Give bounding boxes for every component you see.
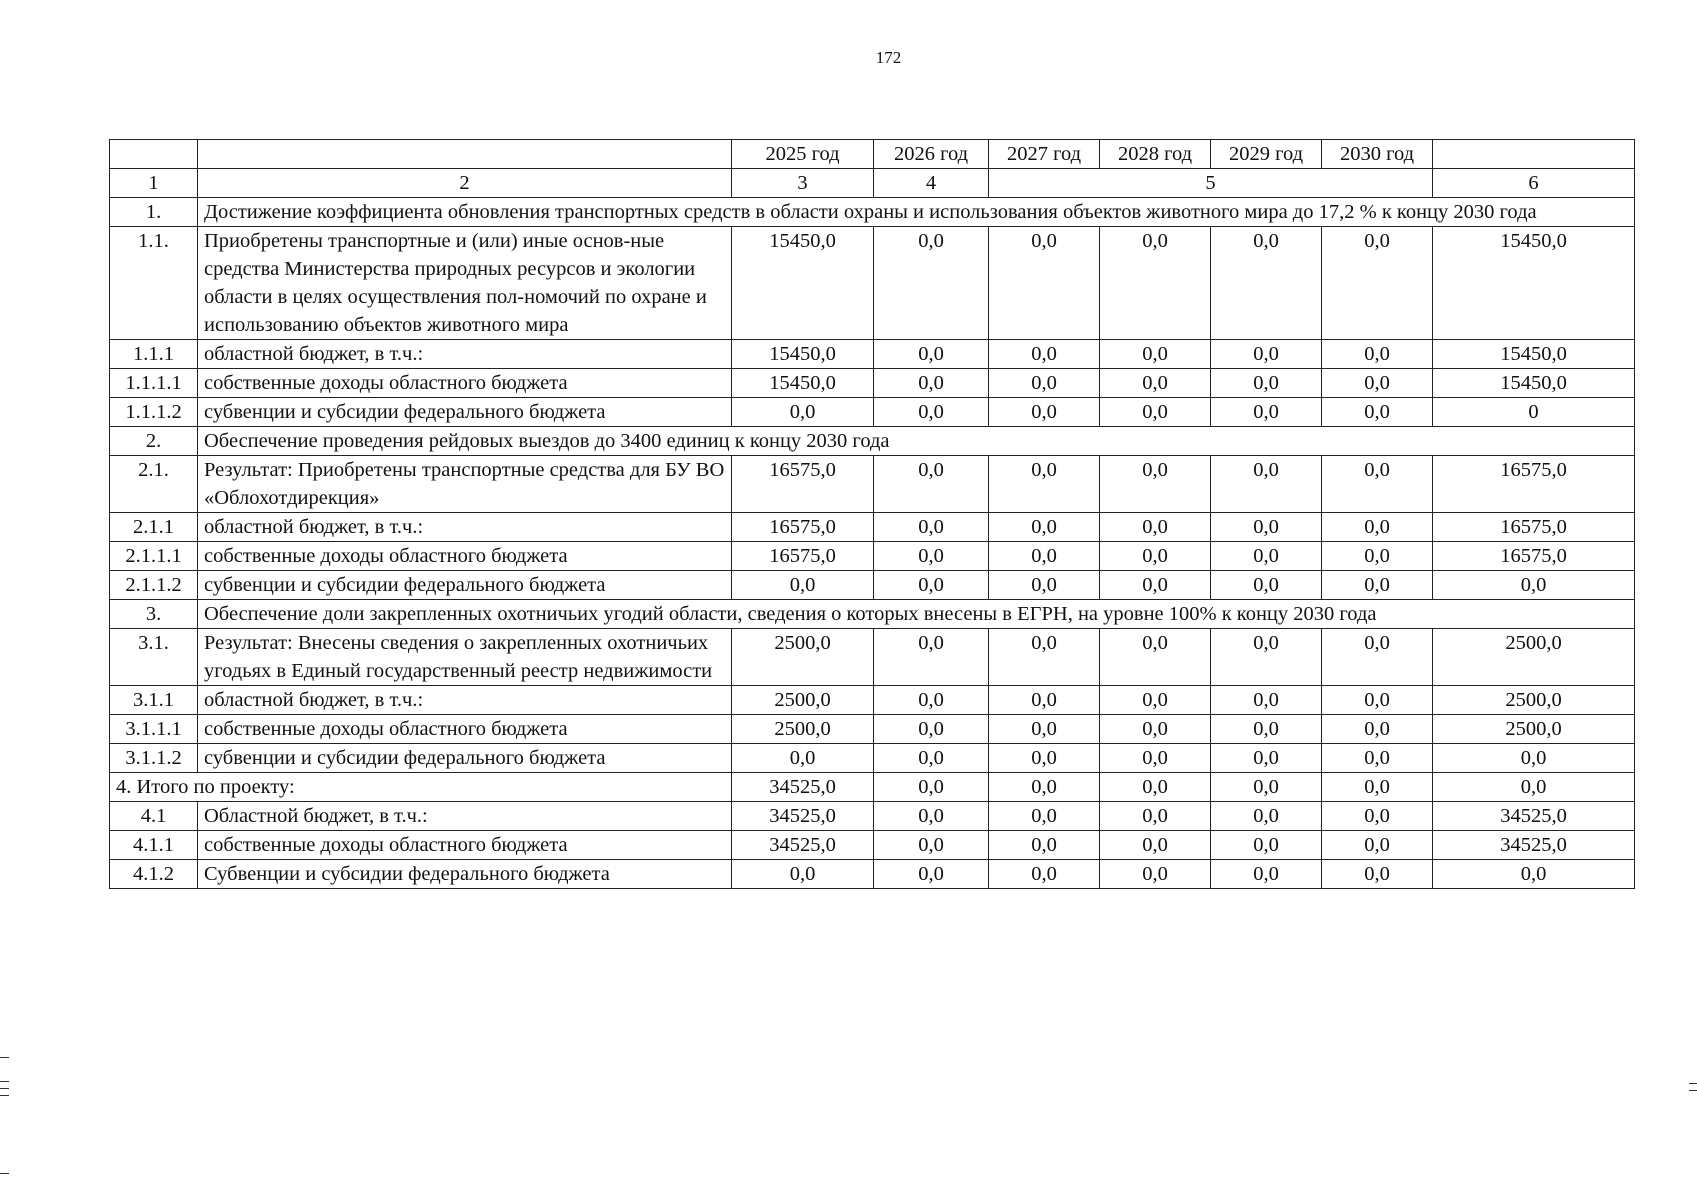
table-row <box>110 831 1635 860</box>
table-row <box>110 369 1635 398</box>
year-value-cell: 0,0 <box>874 340 989 369</box>
table-row <box>110 571 1635 600</box>
table-row <box>110 715 1635 744</box>
column-number-cell: 4 <box>874 169 989 198</box>
total-value-cell: 16575,0 <box>1433 513 1635 542</box>
year-value-cell: 15450,0 <box>732 340 874 369</box>
year-value-cell: 0,0 <box>1211 860 1322 889</box>
year-value-cell: 0,0 <box>989 369 1100 398</box>
year-value-cell: 0,0 <box>1100 686 1211 715</box>
table-row <box>110 802 1635 831</box>
row-number: 1.1.1 <box>110 340 198 369</box>
year-value-cell: 0,0 <box>1100 340 1211 369</box>
year-value-cell: 0,0 <box>1100 542 1211 571</box>
year-value-cell: 0,0 <box>1100 369 1211 398</box>
year-value-cell: 0,0 <box>1322 542 1433 571</box>
year-value-cell: 0,0 <box>1100 629 1211 686</box>
year-value-cell: 0,0 <box>874 715 989 744</box>
section-row <box>110 600 1635 629</box>
year-value-cell: 0,0 <box>989 340 1100 369</box>
row-number: 1.1. <box>110 227 198 340</box>
year-value-cell: 0,0 <box>1100 398 1211 427</box>
row-description: Результат: Приобретены транспортные средства для БУ ВО «Облохотдирекция» <box>198 456 732 513</box>
row-description: Субвенции и субсидии федерального бюджета <box>198 860 732 889</box>
column-number-cell: 1 <box>110 169 198 198</box>
table-row <box>110 513 1635 542</box>
row-number: 3.1.1.2 <box>110 744 198 773</box>
year-value-cell: 0,0 <box>1211 456 1322 513</box>
row-description: собственные доходы областного бюджета <box>198 369 732 398</box>
year-value-cell: 0,0 <box>1211 340 1322 369</box>
year-value-cell: 0,0 <box>874 686 989 715</box>
year-value-cell: 15450,0 <box>732 369 874 398</box>
year-value-cell: 0,0 <box>1322 227 1433 340</box>
year-value-cell: 0,0 <box>874 571 989 600</box>
year-value-cell: 0,0 <box>732 860 874 889</box>
row-description: Результат: Внесены сведения о закрепленных охотничьих угодьях в Единый государственный реестр недвижимости <box>198 629 732 686</box>
total-value-cell: 0,0 <box>1433 744 1635 773</box>
total-row <box>110 773 1635 802</box>
year-value-cell: 0,0 <box>989 773 1100 802</box>
year-value-cell: 0,0 <box>1322 398 1433 427</box>
table-row <box>110 456 1635 513</box>
year-header-cell: 2030 год <box>1322 140 1433 169</box>
year-value-cell: 0,0 <box>1211 715 1322 744</box>
row-description: областной бюджет, в т.ч.: <box>198 340 732 369</box>
table-row <box>110 686 1635 715</box>
total-value-cell: 15450,0 <box>1433 369 1635 398</box>
year-value-cell: 0,0 <box>1211 398 1322 427</box>
year-value-cell: 0,0 <box>989 571 1100 600</box>
year-value-cell: 16575,0 <box>732 456 874 513</box>
row-number: 4.1.1 <box>110 831 198 860</box>
year-value-cell: 0,0 <box>1322 513 1433 542</box>
year-value-cell: 0,0 <box>1100 456 1211 513</box>
year-value-cell: 0,0 <box>874 513 989 542</box>
year-value-cell: 0,0 <box>1100 860 1211 889</box>
year-value-cell: 0,0 <box>1100 571 1211 600</box>
row-number: 2.1. <box>110 456 198 513</box>
total-value-cell: 15450,0 <box>1433 227 1635 340</box>
year-value-cell: 0,0 <box>989 860 1100 889</box>
margin-mark <box>0 1173 9 1174</box>
total-value-cell: 0,0 <box>1433 860 1635 889</box>
year-value-cell: 0,0 <box>1211 773 1322 802</box>
year-value-cell: 0,0 <box>1211 227 1322 340</box>
year-value-cell: 0,0 <box>874 744 989 773</box>
table-row <box>110 542 1635 571</box>
year-value-cell: 0,0 <box>874 456 989 513</box>
year-value-cell: 0,0 <box>1211 542 1322 571</box>
year-value-cell: 0,0 <box>989 456 1100 513</box>
header-blank-cell <box>110 140 198 169</box>
year-value-cell: 0,0 <box>1100 744 1211 773</box>
section-title: Обеспечение проведения рейдовых выездов до 3400 единиц к концу 2030 года <box>198 427 1635 456</box>
row-description: областной бюджет, в т.ч.: <box>198 513 732 542</box>
year-value-cell: 0,0 <box>1211 802 1322 831</box>
header-blank-cell <box>198 140 732 169</box>
year-value-cell: 0,0 <box>1211 369 1322 398</box>
year-value-cell: 0,0 <box>1211 629 1322 686</box>
section-title: Обеспечение доли закрепленных охотничьих угодий области, сведения о которых внесены в ЕГРН, на уровне 100% к концу 2030 года <box>198 600 1635 629</box>
year-value-cell: 0,0 <box>1322 686 1433 715</box>
year-header-cell: 2026 год <box>874 140 989 169</box>
table-row <box>110 227 1635 340</box>
table-row <box>110 744 1635 773</box>
total-value-cell: 15450,0 <box>1433 340 1635 369</box>
section-row <box>110 427 1635 456</box>
year-value-cell: 0,0 <box>874 802 989 831</box>
year-value-cell: 0,0 <box>1322 773 1433 802</box>
year-value-cell: 0,0 <box>1211 744 1322 773</box>
year-value-cell: 0,0 <box>1211 686 1322 715</box>
row-number: 1.1.1.2 <box>110 398 198 427</box>
year-header-cell: 2025 год <box>732 140 874 169</box>
year-value-cell: 0,0 <box>989 831 1100 860</box>
year-value-cell: 0,0 <box>1322 831 1433 860</box>
year-value-cell: 0,0 <box>874 398 989 427</box>
year-header-row <box>110 140 1635 169</box>
year-value-cell: 0,0 <box>874 773 989 802</box>
total-value-cell: 0 <box>1433 398 1635 427</box>
total-value-cell: 0,0 <box>1433 773 1635 802</box>
budget-table <box>109 139 1635 889</box>
row-number: 2.1.1.1 <box>110 542 198 571</box>
row-description: Приобретены транспортные и (или) иные основ-ные средства Министерства природных ресурсов и экологии области в целях осуществления пол-номочий по охране и использованию объектов животного мира <box>198 227 732 340</box>
row-number: 3. <box>110 600 198 629</box>
row-number: 2. <box>110 427 198 456</box>
year-value-cell: 0,0 <box>1322 629 1433 686</box>
page-number: 172 <box>875 48 902 67</box>
year-header-cell: 2028 год <box>1100 140 1211 169</box>
total-value-cell: 34525,0 <box>1433 802 1635 831</box>
total-value-cell: 2500,0 <box>1433 629 1635 686</box>
year-value-cell: 0,0 <box>1211 513 1322 542</box>
year-value-cell: 0,0 <box>1100 773 1211 802</box>
year-value-cell: 0,0 <box>1211 831 1322 860</box>
row-number: 4.1 <box>110 802 198 831</box>
column-number-cell: 6 <box>1433 169 1635 198</box>
margin-mark <box>0 1081 9 1082</box>
year-value-cell: 0,0 <box>732 744 874 773</box>
year-value-cell: 2500,0 <box>732 686 874 715</box>
year-value-cell: 0,0 <box>989 513 1100 542</box>
total-value-cell: 34525,0 <box>1433 831 1635 860</box>
row-description: субвенции и субсидии федерального бюджета <box>198 744 732 773</box>
year-header-cell: 2027 год <box>989 140 1100 169</box>
row-number: 1. <box>110 198 198 227</box>
year-value-cell: 0,0 <box>1100 715 1211 744</box>
margin-mark <box>1689 1090 1697 1091</box>
year-value-cell: 0,0 <box>732 571 874 600</box>
margin-mark <box>0 1088 9 1089</box>
year-value-cell: 16575,0 <box>732 513 874 542</box>
row-number: 2.1.1 <box>110 513 198 542</box>
row-description: собственные доходы областного бюджета <box>198 831 732 860</box>
row-description: субвенции и субсидии федерального бюджета <box>198 398 732 427</box>
margin-mark <box>0 1095 9 1096</box>
margin-mark <box>1689 1083 1697 1084</box>
year-value-cell: 2500,0 <box>732 715 874 744</box>
total-value-cell: 16575,0 <box>1433 542 1635 571</box>
year-header-cell: 2029 год <box>1211 140 1322 169</box>
row-number: 2.1.1.2 <box>110 571 198 600</box>
row-number: 3.1.1.1 <box>110 715 198 744</box>
column-number-cell: 5 <box>989 169 1433 198</box>
year-value-cell: 0,0 <box>989 715 1100 744</box>
row-number: 3.1. <box>110 629 198 686</box>
year-value-cell: 0,0 <box>1211 571 1322 600</box>
row-description: собственные доходы областного бюджета <box>198 542 732 571</box>
total-value-cell: 0,0 <box>1433 571 1635 600</box>
year-value-cell: 0,0 <box>732 398 874 427</box>
table-body <box>110 198 1635 889</box>
year-value-cell: 0,0 <box>989 744 1100 773</box>
year-value-cell: 0,0 <box>874 369 989 398</box>
year-value-cell: 15450,0 <box>732 227 874 340</box>
total-value-cell: 2500,0 <box>1433 715 1635 744</box>
table-row <box>110 398 1635 427</box>
year-value-cell: 0,0 <box>874 542 989 571</box>
row-description: собственные доходы областного бюджета <box>198 715 732 744</box>
year-value-cell: 0,0 <box>1322 715 1433 744</box>
margin-mark <box>0 1057 9 1058</box>
column-number-cell: 2 <box>198 169 732 198</box>
year-value-cell: 0,0 <box>1100 513 1211 542</box>
year-value-cell: 0,0 <box>1322 369 1433 398</box>
year-value-cell: 0,0 <box>1100 802 1211 831</box>
year-value-cell: 2500,0 <box>732 629 874 686</box>
year-value-cell: 0,0 <box>1322 744 1433 773</box>
section-row <box>110 198 1635 227</box>
year-value-cell: 0,0 <box>1100 227 1211 340</box>
year-value-cell: 0,0 <box>1322 571 1433 600</box>
row-description: Областной бюджет, в т.ч.: <box>198 802 732 831</box>
table-row <box>110 629 1635 686</box>
year-value-cell: 34525,0 <box>732 773 874 802</box>
table-row <box>110 340 1635 369</box>
column-number-cell: 3 <box>732 169 874 198</box>
row-description: субвенции и субсидии федерального бюджета <box>198 571 732 600</box>
section-title: Достижение коэффициента обновления транспортных средств в области охраны и использования объектов животного мира до 17,2 % к концу 2030 года <box>198 198 1635 227</box>
row-number: 3.1.1 <box>110 686 198 715</box>
year-value-cell: 0,0 <box>989 629 1100 686</box>
year-value-cell: 0,0 <box>989 227 1100 340</box>
year-value-cell: 16575,0 <box>732 542 874 571</box>
year-value-cell: 0,0 <box>1322 456 1433 513</box>
row-number: 1.1.1.1 <box>110 369 198 398</box>
year-value-cell: 34525,0 <box>732 831 874 860</box>
header-blank-cell <box>1433 140 1635 169</box>
year-value-cell: 0,0 <box>1100 831 1211 860</box>
year-value-cell: 0,0 <box>874 831 989 860</box>
year-value-cell: 0,0 <box>874 860 989 889</box>
table-row <box>110 860 1635 889</box>
total-value-cell: 16575,0 <box>1433 456 1635 513</box>
year-value-cell: 0,0 <box>874 227 989 340</box>
column-number-row <box>110 169 1635 198</box>
total-value-cell: 2500,0 <box>1433 686 1635 715</box>
row-number: 4.1.2 <box>110 860 198 889</box>
year-value-cell: 0,0 <box>1322 340 1433 369</box>
year-value-cell: 0,0 <box>989 398 1100 427</box>
year-value-cell: 34525,0 <box>732 802 874 831</box>
row-description: областной бюджет, в т.ч.: <box>198 686 732 715</box>
year-value-cell: 0,0 <box>989 686 1100 715</box>
year-value-cell: 0,0 <box>989 542 1100 571</box>
year-value-cell: 0,0 <box>1322 802 1433 831</box>
total-label: 4. Итого по проекту: <box>110 773 732 802</box>
year-value-cell: 0,0 <box>874 629 989 686</box>
year-value-cell: 0,0 <box>1322 860 1433 889</box>
year-value-cell: 0,0 <box>989 802 1100 831</box>
